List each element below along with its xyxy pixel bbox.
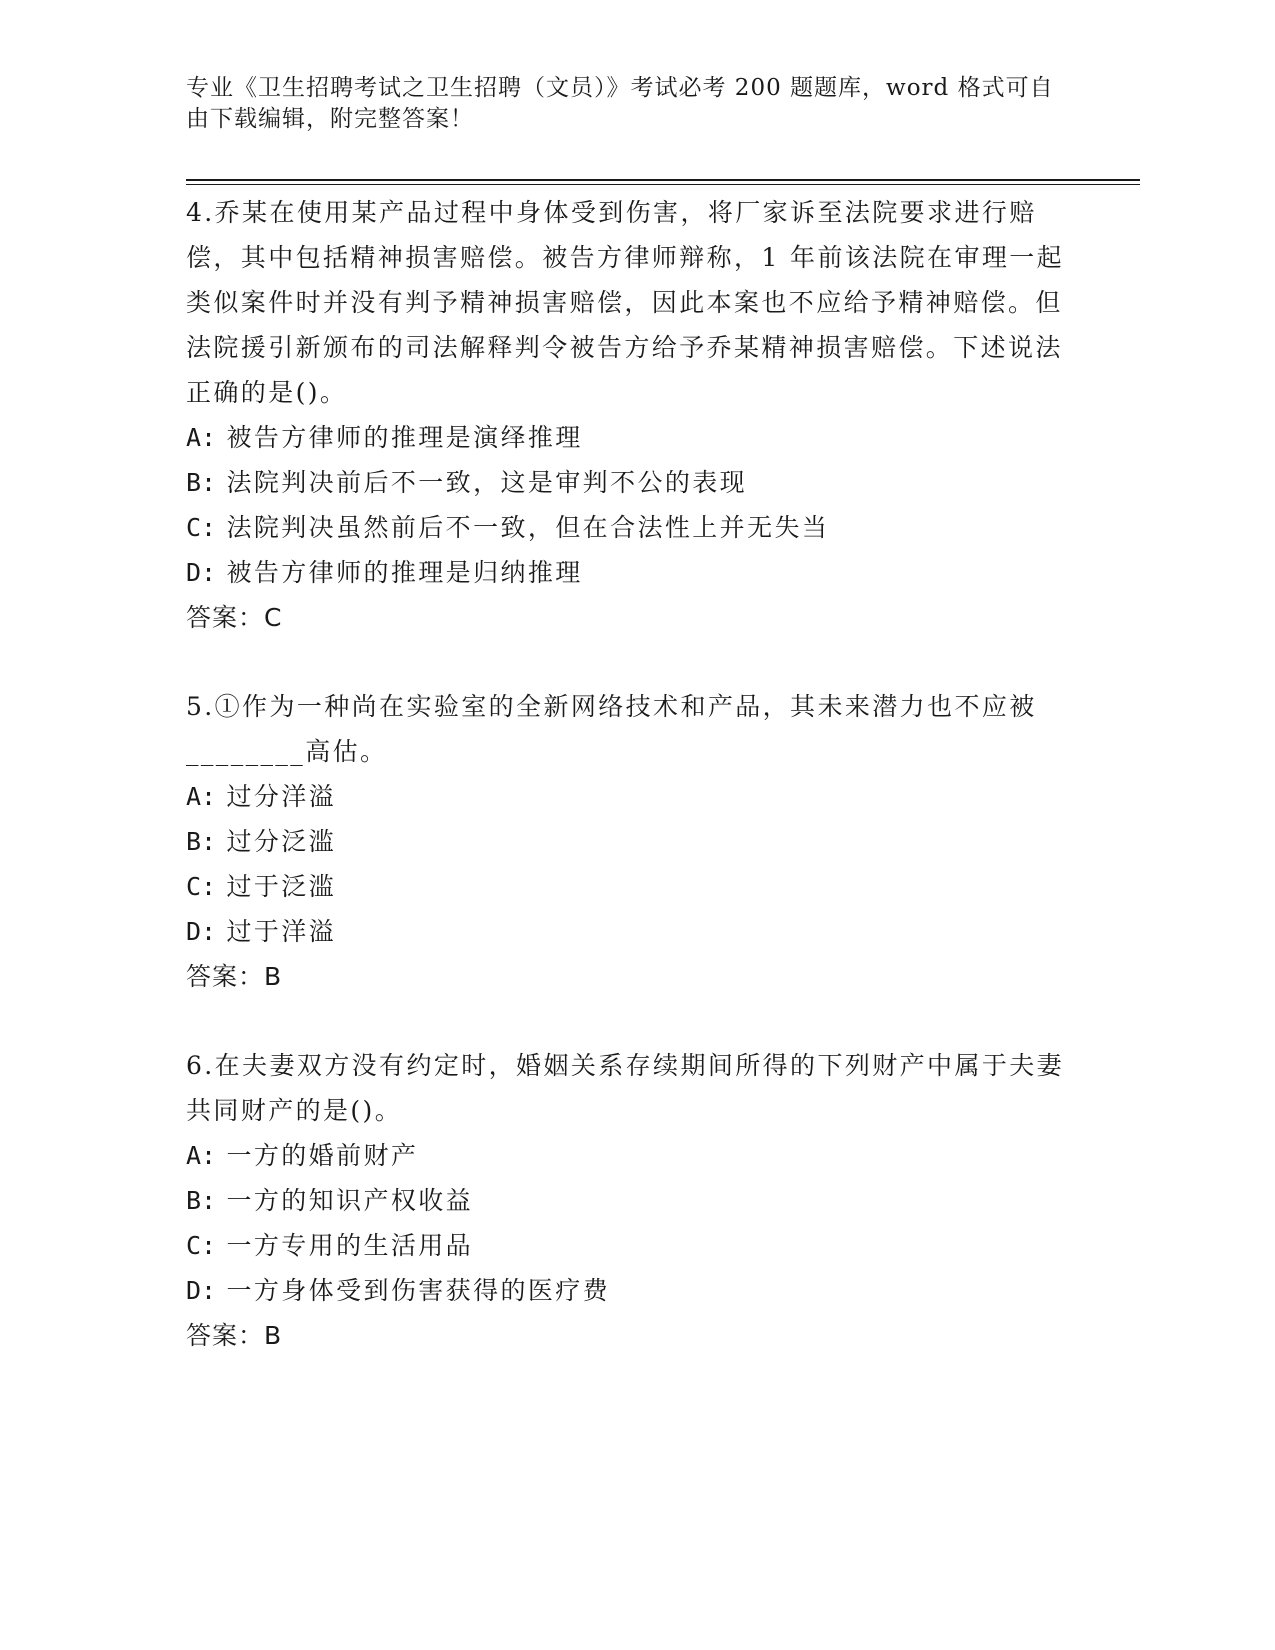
question-5 — [186, 684, 1086, 999]
option-letter: B: — [186, 468, 217, 497]
option-text: 一方身体受到伤害获得的医疗费 — [226, 1276, 611, 1305]
option-a — [186, 415, 1086, 460]
option-text: 法院判决前后不一致，这是审判不公的表现 — [226, 468, 748, 497]
option-letter: B: — [186, 827, 217, 856]
option-letter: B: — [186, 1186, 217, 1215]
option-text: 过分泛滥 — [226, 827, 337, 856]
option-c — [186, 1223, 1086, 1268]
option-b — [186, 1178, 1086, 1223]
option-text: 过于洋溢 — [226, 917, 337, 946]
option-letter: C: — [186, 872, 217, 901]
option-text: 过分洋溢 — [226, 782, 337, 811]
answer-line: 答案：B — [186, 962, 283, 991]
header-divider — [186, 179, 1140, 181]
option-letter: D: — [186, 1276, 217, 1305]
option-a — [186, 1133, 1086, 1178]
option-text: 被告方律师的推理是归纳推理 — [226, 558, 583, 587]
question-text: 6.在夫妻双方没有约定时，婚姻关系存续期间所得的下列财产中属于夫妻共同财产的是()。 — [186, 1051, 1065, 1125]
question-6 — [186, 1043, 1086, 1358]
question-text: 5.①作为一种尚在实验室的全新网络技术和产品，其未来潜力也不应被________高估。 — [186, 692, 1037, 766]
option-letter: A: — [186, 423, 217, 452]
option-letter: C: — [186, 1231, 217, 1260]
option-text: 一方的知识产权收益 — [226, 1186, 474, 1215]
option-letter: C: — [186, 513, 217, 542]
option-text: 被告方律师的推理是演绎推理 — [226, 423, 583, 452]
option-d — [186, 909, 1086, 954]
option-a — [186, 774, 1086, 819]
question-list — [186, 190, 1086, 1402]
answer-line: 答案：B — [186, 1321, 283, 1350]
question-text: 4.乔某在使用某产品过程中身体受到伤害，将厂家诉至法院要求进行赔偿，其中包括精神损害赔偿。被告方律师辩称，1 年前该法院在审理一起类似案件时并没有判予精神损害赔偿，因此本案也不应给予精神赔偿。但法院援引新颁布的司法解释判令被告方给予乔某精神损害赔偿。下述说法正确的是()。 — [186, 198, 1065, 407]
option-text: 过于泛滥 — [226, 872, 337, 901]
option-b — [186, 460, 1086, 505]
option-text: 一方的婚前财产 — [226, 1141, 419, 1170]
answer-line: 答案：C — [186, 603, 283, 632]
option-d — [186, 550, 1086, 595]
option-c — [186, 505, 1086, 550]
option-text: 法院判决虽然前后不一致，但在合法性上并无失当 — [226, 513, 830, 542]
option-b — [186, 819, 1086, 864]
document-header: 专业《卫生招聘考试之卫生招聘（文员）》考试必考 200 题题库，word 格式可自由下载编辑，附完整答案！ — [186, 75, 1054, 132]
option-c — [186, 864, 1086, 909]
option-text: 一方专用的生活用品 — [226, 1231, 474, 1260]
header-divider-thin — [186, 184, 1140, 185]
option-letter: D: — [186, 558, 217, 587]
option-letter: A: — [186, 782, 217, 811]
question-4 — [186, 190, 1086, 640]
option-letter: A: — [186, 1141, 217, 1170]
option-d — [186, 1268, 1086, 1313]
option-letter: D: — [186, 917, 217, 946]
